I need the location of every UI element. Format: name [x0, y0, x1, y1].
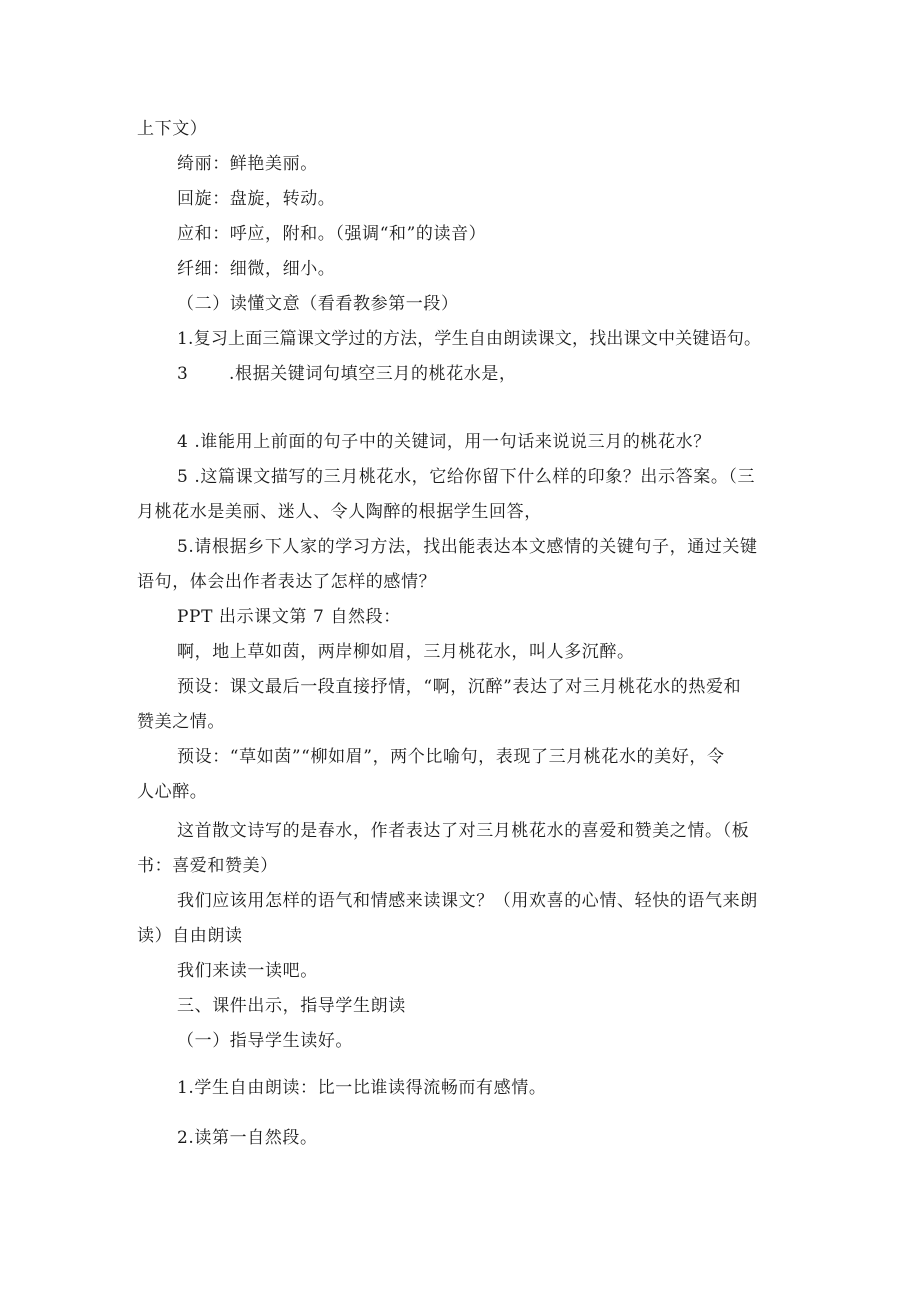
text-line: 我们来读一读吧。 [177, 961, 318, 981]
text-line: 赞美之情。 [137, 712, 225, 732]
vocab-line: 回旋：盘旋，转动。 [177, 189, 336, 209]
text-line: 5 .这篇课文描写的三月桃花水，它给你留下什么样的印象？出示答案。（三 [177, 467, 756, 487]
list-number: 3 [177, 364, 189, 384]
vocab-line: 绮丽：鲜艳美丽。 [177, 154, 318, 174]
text-line: 我们应该用怎样的语气和情感来读课文？（用欢喜的心情、轻快的语气来朗 [177, 891, 758, 911]
text-line: 这首散文诗写的是春水，作者表达了对三月桃花水的喜爱和赞美之情。（板 [177, 821, 750, 841]
text-line: PPT 出示课文第 7 自然段： [177, 607, 401, 627]
text-line: 读）自由朗读 [137, 926, 243, 946]
text-line: 1.学生自由朗读：比一比谁读得流畅而有感情。 [177, 1078, 547, 1098]
quote-line: 啊，地上草如茵，两岸柳如眉，三月桃花水，叫人多沉醉。 [177, 642, 635, 662]
section-heading: （二）读懂文意（看看教参第一段） [177, 294, 459, 314]
section-heading: 三、课件出示，指导学生朗读 [177, 996, 406, 1016]
text-line: 语句，体会出作者表达了怎样的感情？ [137, 572, 437, 592]
text-line: .根据关键词句填空三月的桃花水是， [229, 364, 517, 384]
text-line: 预设：“草如茵”“柳如眉”，两个比喻句，表现了三月桃花水的美好，令 [177, 747, 725, 767]
text-line: 书：喜爱和赞美） [137, 856, 278, 876]
vocab-line: 纤细：细微，细小。 [177, 259, 336, 279]
text-line: 5.请根据乡下人家的学习方法，找出能表达本文感情的关键句子，通过关键 [177, 537, 758, 557]
text-line: 预设：课文最后一段直接抒情，“啊，沉醉”表达了对三月桃花水的热爱和 [177, 677, 742, 697]
text-line: 4 .谁能用上前面的句子中的关键词，用一句话来说说三月的桃花水？ [177, 432, 711, 452]
text-line: 2.读第一自然段。 [177, 1128, 318, 1148]
subsection-heading: （一）指导学生读好。 [177, 1031, 353, 1051]
text-line: 月桃花水是美丽、迷人、令人陶醉的根据学生回答， [137, 502, 542, 522]
text-line: 1.复习上面三篇课文学过的方法，学生自由朗读课文，找出课文中关键语句。 [177, 329, 762, 349]
vocab-line: 应和：呼应，附和。（强调“和”的读音） [177, 224, 487, 244]
text-line: 人心醉。 [137, 782, 208, 802]
text-line: 上下文） [137, 119, 208, 139]
